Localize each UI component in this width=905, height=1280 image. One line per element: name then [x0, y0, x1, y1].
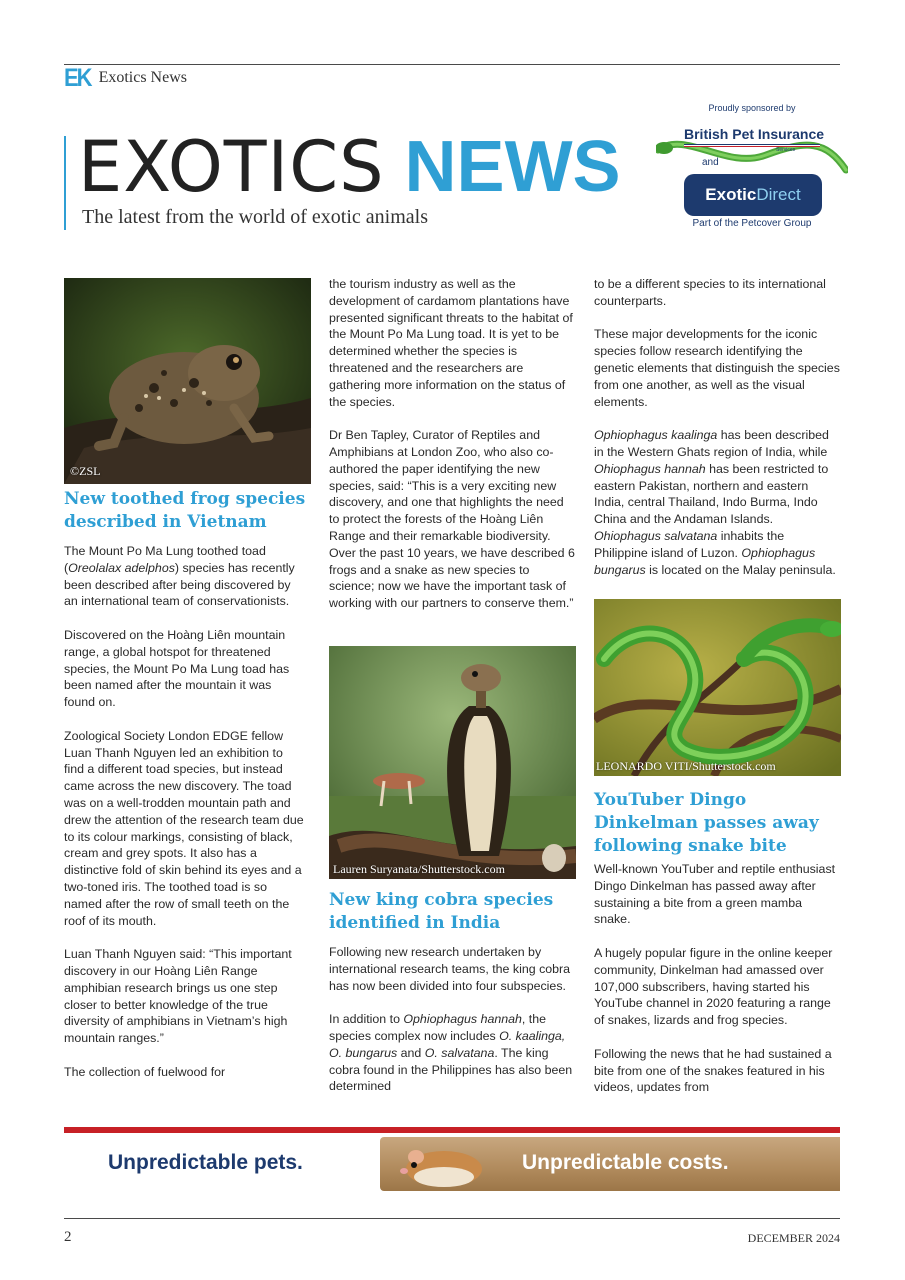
paragraph: Dr Ben Tapley, Curator of Reptiles and Amphibians at London Zoo, who also co-authored the paper identifying the new species, said: “This is a very exciting new discovery, and one that highlights the need to protect the forests of the Hoàng Liên Range and their remarkable biodiversity. Over the past 10 years, we have described 6 frogs and a snake as new species to science; now we have the important task of working with our partners to conserve them.” [329, 428, 575, 611]
exotic-bold: Exotic [705, 185, 757, 204]
ek-logo: EK [64, 63, 91, 92]
paragraph: In addition to Ophiophagus hannah, the species complex now includes O. kaalinga, O. bungarus and O. salvatana. The king cobra found in the Philippines has also been determined [329, 1012, 573, 1094]
mamba-photo [594, 599, 841, 776]
masthead-accent-bar [64, 136, 66, 230]
advert-banner[interactable] [64, 1135, 840, 1193]
top-rule [64, 64, 840, 65]
photo-credit: LEONARDO VITI/Shutterstock.com [596, 759, 776, 773]
article-headline: New toothed frog species described in Vietnam [64, 489, 306, 532]
paragraph: to be a different species to its international counterparts. [594, 277, 826, 308]
section-name: Exotics News [98, 69, 187, 86]
paragraph: Ophiophagus kaalinga has been described in the Western Ghats region of India, while Ohiophagus hannah has been restricted to eastern Pakistan, northern and eastern India, central Thailand, Indo Burma, Indo China and the Andaman Islands. Ohiophagus salvatana inhabits the Philippine island of Luzon. Ophiophagus bungarus is located on the Malay peninsula. [594, 428, 836, 577]
photo-credit: ©ZSL [70, 464, 101, 478]
masthead-title-light: EXOTICS [78, 126, 385, 208]
page-number: 2 [64, 1229, 72, 1245]
masthead-title [78, 122, 621, 212]
paragraph: Zoological Society London EDGE fellow Luan Thanh Nguyen led an exhibition to find a different toad species, but instead came across the new discovery. The toad was on a well-trodden mountain path and drew the attention of the research team due to its colour markings, consisting of black, cream and grey spots. It also has a distinctive fold of skin behind its eyes and a two-toned iris. The toothed toad is so named after the row of small teeth on the roof of its mouth. [64, 728, 304, 928]
paragraph: Following the news that he had sustained a bite from one of the snakes featured in his videos, updates from [594, 1046, 832, 1095]
sponsor-company: British Pet Insurance [684, 126, 825, 142]
sponsor-intro: Proudly sponsored by [708, 103, 796, 113]
cobra-photo [329, 646, 576, 879]
paragraph: the tourism industry as well as the development of cardamom plantations have presented significant threats to the habitat of the Mount Po Ma Lung toad. It is yet to be determined whether the species is threatened and the researchers are gathering more information on the status of the species. [329, 277, 573, 409]
sponsor-part-of: Part of the Petcover Group [692, 218, 812, 229]
article-body [594, 861, 840, 1096]
sponsor-stripe [684, 144, 820, 147]
masthead-tagline: The latest from the world of exotic animals [82, 206, 429, 228]
paragraph: A hugely popular figure in the online keeper community, Dinkelman had amassed over 107,000 subscribers, having started his YouTube channel in 2020 featuring a range of snakes, lizards and frog species. [594, 945, 833, 1028]
article-body [329, 944, 575, 1095]
paragraph: These major developments for the iconic species follow research identifying the genetic elements that distinguish the species from one another, as well as the visual elements. [594, 327, 840, 409]
advert-right-text: Unpredictable costs. [522, 1151, 729, 1174]
photo-credit: Lauren Suryanata/Shutterstock.com [333, 862, 505, 876]
masthead-title-bold: NEWS [404, 127, 621, 207]
paragraph: Luan Thanh Nguyen said: “This important discovery in our Hoàng Liên Range amphibian research brings us one step closer to better knowledge of the true diversity of amphibians in Vietnam’s high mountain ranges.” [64, 947, 292, 1046]
hamster-icon [394, 1139, 494, 1191]
sponsor-block [656, 100, 848, 234]
advert-top-rule [64, 1127, 840, 1133]
frog-photo [64, 278, 311, 484]
bottom-rule [64, 1218, 840, 1219]
sponsor-company-sub: Services [776, 147, 796, 153]
paragraph: Well-known YouTuber and reptile enthusiast Dingo Dinkelman has passed away after sustaining a bite from a green mamba snake. [594, 862, 836, 927]
advert-left-text: Unpredictable pets. [108, 1151, 303, 1174]
paragraph: Discovered on the Hoàng Liên mountain range, a global hotspot for threatened species, the Mount Po Ma Lung toad has been named after the mountain it was found on. [64, 627, 290, 710]
article-body [64, 543, 304, 1081]
exoticdirect-logo [684, 174, 822, 216]
paragraph: The collection of fuelwood for [64, 1064, 226, 1079]
article-headline: YouTuber Dingo Dinkelman passes away following snake bite [594, 790, 819, 856]
article-body-continued [594, 276, 840, 578]
sponsor-and: and [702, 157, 719, 168]
paragraph: Following new research undertaken by international research teams, the king cobra has now been divided into four subspecies. [329, 945, 571, 993]
article-body-continued [329, 276, 575, 612]
exotic-light: Direct [756, 185, 801, 204]
issue-date: DECEMBER 2024 [747, 1231, 840, 1245]
running-header [64, 63, 187, 92]
article-headline: New king cobra species identified in India [329, 890, 554, 933]
paragraph: The Mount Po Ma Lung toothed toad (Oreolalax adelphos) species has recently been described after being discovered by an international team of conservationists. [64, 544, 295, 609]
